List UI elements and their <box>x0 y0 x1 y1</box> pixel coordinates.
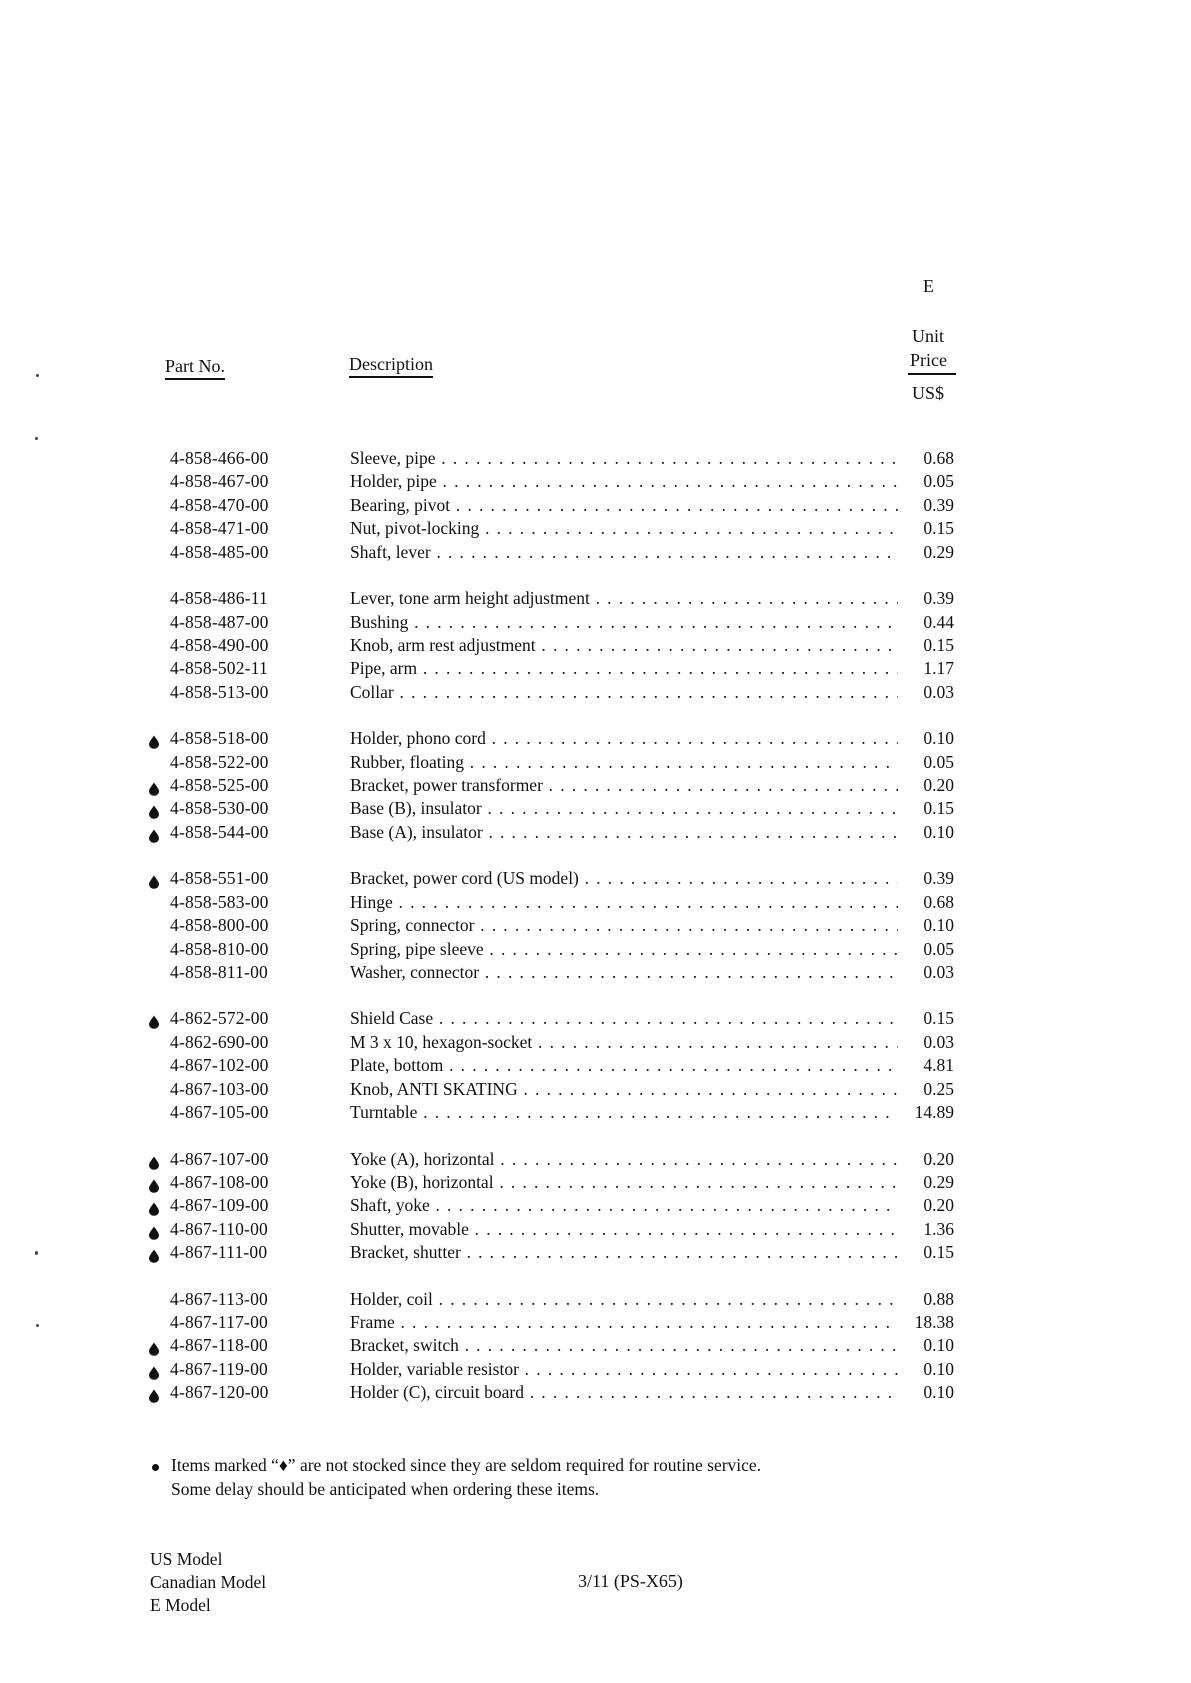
table-row <box>0 914 1191 937</box>
note-line-1: Items marked “♦” are not stocked since they are seldom required for routine service. <box>171 1455 762 1475</box>
page-reference: 3/11 (PS-X65) <box>578 1571 683 1591</box>
unit-price: 0.03 <box>923 961 954 982</box>
part-number: 4-862-690-00 <box>170 1031 269 1052</box>
table-row <box>0 774 1191 797</box>
unit-price: 0.68 <box>923 891 954 912</box>
unit-price: 0.03 <box>923 1031 954 1052</box>
table-row <box>0 657 1191 680</box>
part-description: Shaft, lever . . . <box>350 541 898 564</box>
part-description: Knob, arm rest adjustment . . . <box>350 634 898 657</box>
unit-price: 0.15 <box>923 634 954 655</box>
table-row <box>0 797 1191 820</box>
part-number: 4-867-119-00 <box>170 1358 268 1379</box>
part-description: Pipe, arm . . . <box>350 657 898 680</box>
part-description: M 3 x 10, hexagon-socket . . . <box>350 1031 898 1054</box>
table-row <box>0 1194 1191 1217</box>
part-description: Knob, ANTI SKATING . . . <box>350 1078 898 1101</box>
table-row <box>0 541 1191 564</box>
price-label: Price <box>910 350 947 370</box>
part-description: Turntable . . . <box>350 1101 898 1124</box>
part-number: 4-858-551-00 <box>170 868 269 889</box>
part-description: Holder, phono cord . . . <box>350 727 898 750</box>
table-row <box>0 681 1191 704</box>
part-number: 4-858-502-11 <box>170 658 268 679</box>
unit-price: 0.05 <box>923 471 954 492</box>
unit-price: 0.29 <box>923 541 954 562</box>
part-number: 4-858-544-00 <box>170 821 269 842</box>
unit-price: 0.03 <box>923 681 954 702</box>
table-row <box>0 821 1191 844</box>
part-number: 4-867-103-00 <box>170 1078 269 1099</box>
unit-price: 0.20 <box>923 775 954 795</box>
part-number: 4-858-811-00 <box>170 961 268 982</box>
part-number: 4-858-487-00 <box>170 611 269 632</box>
part-description: Holder (C), circuit board . . . <box>350 1381 898 1404</box>
part-number: 4-858-490-00 <box>170 634 269 655</box>
part-description: Collar . . . <box>350 681 898 704</box>
part-description: Plate, bottom . . . <box>350 1054 898 1077</box>
unit-price: 1.17 <box>923 658 954 679</box>
unit-price: 0.10 <box>923 1358 954 1379</box>
note-bullet-icon <box>152 1464 159 1471</box>
unit-price: 0.05 <box>923 938 954 959</box>
part-description: Base (A), insulator . . . <box>350 821 898 844</box>
part-number: 4-858-800-00 <box>170 915 269 936</box>
part-number: 4-858-530-00 <box>170 798 269 819</box>
region-code: E <box>923 276 934 296</box>
unit-price: 0.10 <box>923 915 954 936</box>
part-number: 4-867-110-00 <box>170 1218 268 1239</box>
unit-price: 0.15 <box>923 1008 954 1029</box>
unit-price: 0.39 <box>923 588 954 609</box>
part-number: 4-858-466-00 <box>170 448 269 468</box>
part-number: 4-862-572-00 <box>170 1008 269 1029</box>
part-description: Frame . . . <box>350 1311 898 1334</box>
part-number: 4-867-113-00 <box>170 1288 268 1309</box>
scan-speck <box>36 1324 39 1327</box>
table-row <box>0 1101 1191 1124</box>
table-row <box>0 867 1191 890</box>
not-stocked-mark-icon <box>148 802 160 816</box>
unit-price: 0.39 <box>923 868 954 889</box>
table-row <box>0 517 1191 540</box>
unit-price: 4.81 <box>923 1055 954 1076</box>
part-number: 4-858-486-11 <box>170 588 268 609</box>
unit-price: 0.25 <box>923 1078 954 1099</box>
unit-price: 0.88 <box>923 1288 954 1309</box>
not-stocked-mark-icon <box>148 779 160 793</box>
part-number: 4-858-485-00 <box>170 541 269 562</box>
footer-model-us: US Model <box>150 1549 223 1569</box>
part-no-header: Part No. <box>165 356 225 380</box>
part-description: Bracket, switch . . . <box>350 1334 898 1357</box>
part-description: Holder, coil . . . <box>350 1288 898 1311</box>
part-description: Bracket, power transformer . . . <box>350 774 898 797</box>
unit-label: Unit <box>912 326 945 346</box>
part-description: Bracket, power cord (US model) . . . <box>350 867 898 890</box>
table-row <box>0 1148 1191 1171</box>
description-header: Description <box>349 354 433 378</box>
table-row <box>0 470 1191 493</box>
part-description: Holder, variable resistor . . . <box>350 1358 898 1381</box>
part-description: Shield Case . . . <box>350 1007 898 1030</box>
part-description: Bearing, pivot . . . <box>350 494 898 517</box>
price-header-underline <box>908 373 956 375</box>
unit-price: 0.20 <box>923 1195 954 1216</box>
part-number: 4-867-117-00 <box>170 1312 268 1332</box>
part-description: Rubber, floating . . . <box>350 751 898 774</box>
part-number: 4-858-522-00 <box>170 751 269 772</box>
part-description: Base (B), insulator . . . <box>350 797 898 820</box>
table-row <box>0 727 1191 750</box>
table-row <box>0 1288 1191 1311</box>
part-description: Shutter, movable . . . <box>350 1218 898 1241</box>
table-row <box>0 1171 1191 1194</box>
not-stocked-mark-icon <box>148 872 160 886</box>
table-row <box>0 1054 1191 1077</box>
not-stocked-mark-icon <box>148 1012 160 1026</box>
part-number: 4-858-518-00 <box>170 728 269 749</box>
part-description: Nut, pivot-locking . . . <box>350 517 898 540</box>
part-description: Holder, pipe . . . <box>350 470 898 493</box>
unit-price: 0.15 <box>923 1242 954 1263</box>
part-description: Yoke (B), horizontal . . . <box>350 1171 898 1194</box>
scan-speck <box>35 437 38 440</box>
part-description: Yoke (A), horizontal . . . <box>350 1148 898 1171</box>
part-number: 4-867-102-00 <box>170 1055 269 1076</box>
table-row <box>0 1007 1191 1030</box>
part-number: 4-867-120-00 <box>170 1382 269 1403</box>
not-stocked-mark-icon <box>148 1339 160 1353</box>
table-row <box>0 961 1191 984</box>
table-row <box>0 494 1191 517</box>
table-row <box>0 634 1191 657</box>
part-number: 4-867-109-00 <box>170 1195 269 1216</box>
not-stocked-mark-icon <box>148 1386 160 1400</box>
part-description: Spring, connector . . . <box>350 914 898 937</box>
unit-price: 0.68 <box>923 448 954 468</box>
table-row <box>0 1218 1191 1241</box>
part-number: 4-858-583-00 <box>170 891 269 912</box>
table-row <box>0 938 1191 961</box>
not-stocked-mark-icon <box>148 1223 160 1237</box>
part-description: Washer, connector . . . <box>350 961 898 984</box>
part-description: Bushing . . . <box>350 611 898 634</box>
part-number: 4-867-108-00 <box>170 1171 269 1192</box>
unit-price: 0.15 <box>923 518 954 539</box>
table-row <box>0 611 1191 634</box>
currency-label: US$ <box>912 383 945 403</box>
table-row <box>0 1311 1191 1334</box>
unit-price: 0.10 <box>923 821 954 842</box>
not-stocked-mark-icon <box>148 826 160 840</box>
part-number: 4-858-471-00 <box>170 518 269 539</box>
table-row <box>0 891 1191 914</box>
part-number: 4-858-470-00 <box>170 494 269 515</box>
table-row <box>0 1381 1191 1404</box>
unit-price: 0.20 <box>923 1148 954 1169</box>
table-row <box>0 751 1191 774</box>
part-description: Bracket, shutter . . . <box>350 1241 898 1264</box>
part-description: Spring, pipe sleeve . . . <box>350 938 898 961</box>
footer-model-e: E Model <box>150 1595 211 1615</box>
part-number: 4-867-118-00 <box>170 1335 268 1356</box>
unit-price: 0.39 <box>923 494 954 515</box>
unit-price: 1.36 <box>923 1218 954 1239</box>
part-number: 4-867-111-00 <box>170 1242 268 1263</box>
part-description: Sleeve, pipe . . . <box>350 447 898 470</box>
not-stocked-mark-icon <box>148 1363 160 1377</box>
part-description: Lever, tone arm height adjustment . . . <box>350 587 898 610</box>
part-number: 4-858-525-00 <box>170 775 269 795</box>
part-description: Hinge . . . <box>350 891 898 914</box>
table-row <box>0 447 1191 470</box>
footer-model-canadian: Canadian Model <box>150 1572 267 1592</box>
unit-price: 0.10 <box>923 1382 954 1403</box>
part-number: 4-858-810-00 <box>170 938 269 959</box>
not-stocked-mark-icon <box>148 1246 160 1260</box>
table-row <box>0 1078 1191 1101</box>
unit-price: 0.29 <box>923 1171 954 1192</box>
note-line-2: Some delay should be anticipated when ordering these items. <box>171 1479 600 1499</box>
unit-price: 0.10 <box>923 1335 954 1356</box>
scan-speck <box>36 374 39 377</box>
scan-speck <box>35 1251 38 1255</box>
unit-price: 0.15 <box>923 798 954 819</box>
table-row <box>0 1358 1191 1381</box>
unit-price: 0.10 <box>923 728 954 749</box>
part-number: 4-858-467-00 <box>170 471 269 492</box>
part-number: 4-858-513-00 <box>170 681 269 702</box>
part-number: 4-867-105-00 <box>170 1102 269 1122</box>
not-stocked-mark-icon <box>148 1176 160 1190</box>
table-row <box>0 1334 1191 1357</box>
table-row <box>0 1241 1191 1264</box>
unit-price: 14.89 <box>914 1102 954 1122</box>
part-description: Shaft, yoke . . . <box>350 1194 898 1217</box>
unit-price: 0.44 <box>923 611 954 632</box>
part-number: 4-867-107-00 <box>170 1148 269 1169</box>
not-stocked-mark-icon <box>148 732 160 746</box>
unit-price: 0.05 <box>923 751 954 772</box>
table-row <box>0 587 1191 610</box>
unit-price: 18.38 <box>914 1312 954 1332</box>
not-stocked-mark-icon <box>148 1199 160 1213</box>
not-stocked-mark-icon <box>148 1153 160 1167</box>
table-row <box>0 1031 1191 1054</box>
